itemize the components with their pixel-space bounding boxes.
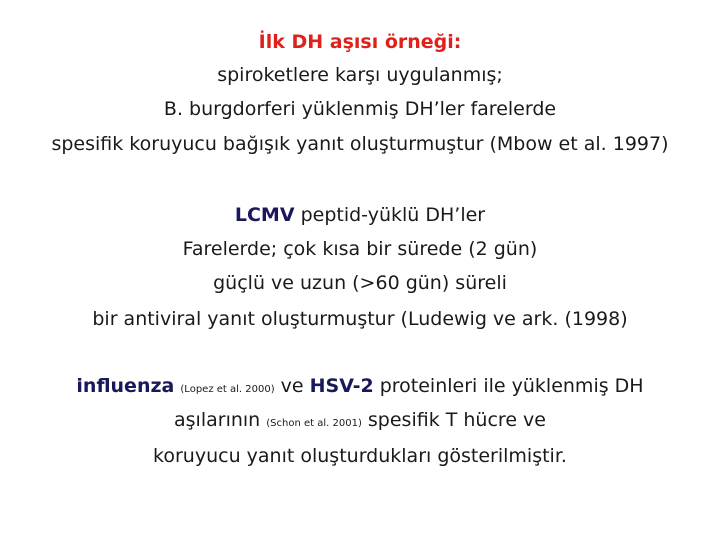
ve-word: ve — [280, 375, 304, 397]
block3-line-2-start: aşılarının — [174, 409, 261, 431]
hsv2-keyword: HSV-2 — [309, 375, 374, 397]
block2-line-4: bir antiviral yanıt oluşturmuştur (Ludewig ve ark. (1998) — [92, 308, 628, 330]
block3-line-3: koruyucu yanıt oluşturdukları gösterilmiştir. — [153, 445, 567, 467]
block2-line-2: Farelerde; çok kısa bir sürede (2 gün) — [182, 238, 538, 260]
lopez-citation: (Lopez et al. 2000) — [180, 384, 275, 395]
schon-citation: (Schon et al. 2001) — [266, 418, 362, 429]
block3-line-2-rest: spesifik T hücre ve — [367, 409, 546, 431]
block1-line-4: spesifik koruyucu bağışık yanıt oluşturmuştur (Mbow et al. 1997) — [51, 133, 669, 155]
block1-line-3: B. burgdorferi yüklenmiş DH’ler farelerde — [163, 98, 557, 120]
block2-line-1-rest: peptid-yüklü DH’ler — [294, 204, 486, 226]
block1-line-2: spiroketlere karşı uygulanmış; — [217, 64, 503, 86]
lcmv-keyword: LCMV — [234, 204, 295, 226]
block3-line-2 — [0, 408, 720, 436]
block3-line-1-rest: proteinleri ile yüklenmiş DH — [373, 375, 644, 397]
slide-title: İlk DH aşısı örneği: — [258, 31, 462, 53]
block2-line-1 — [0, 203, 720, 227]
influenza-keyword: influenza — [76, 375, 175, 397]
block3-line-1 — [0, 374, 720, 402]
block2-line-3: güçlü ve uzun (>60 gün) süreli — [213, 272, 507, 294]
